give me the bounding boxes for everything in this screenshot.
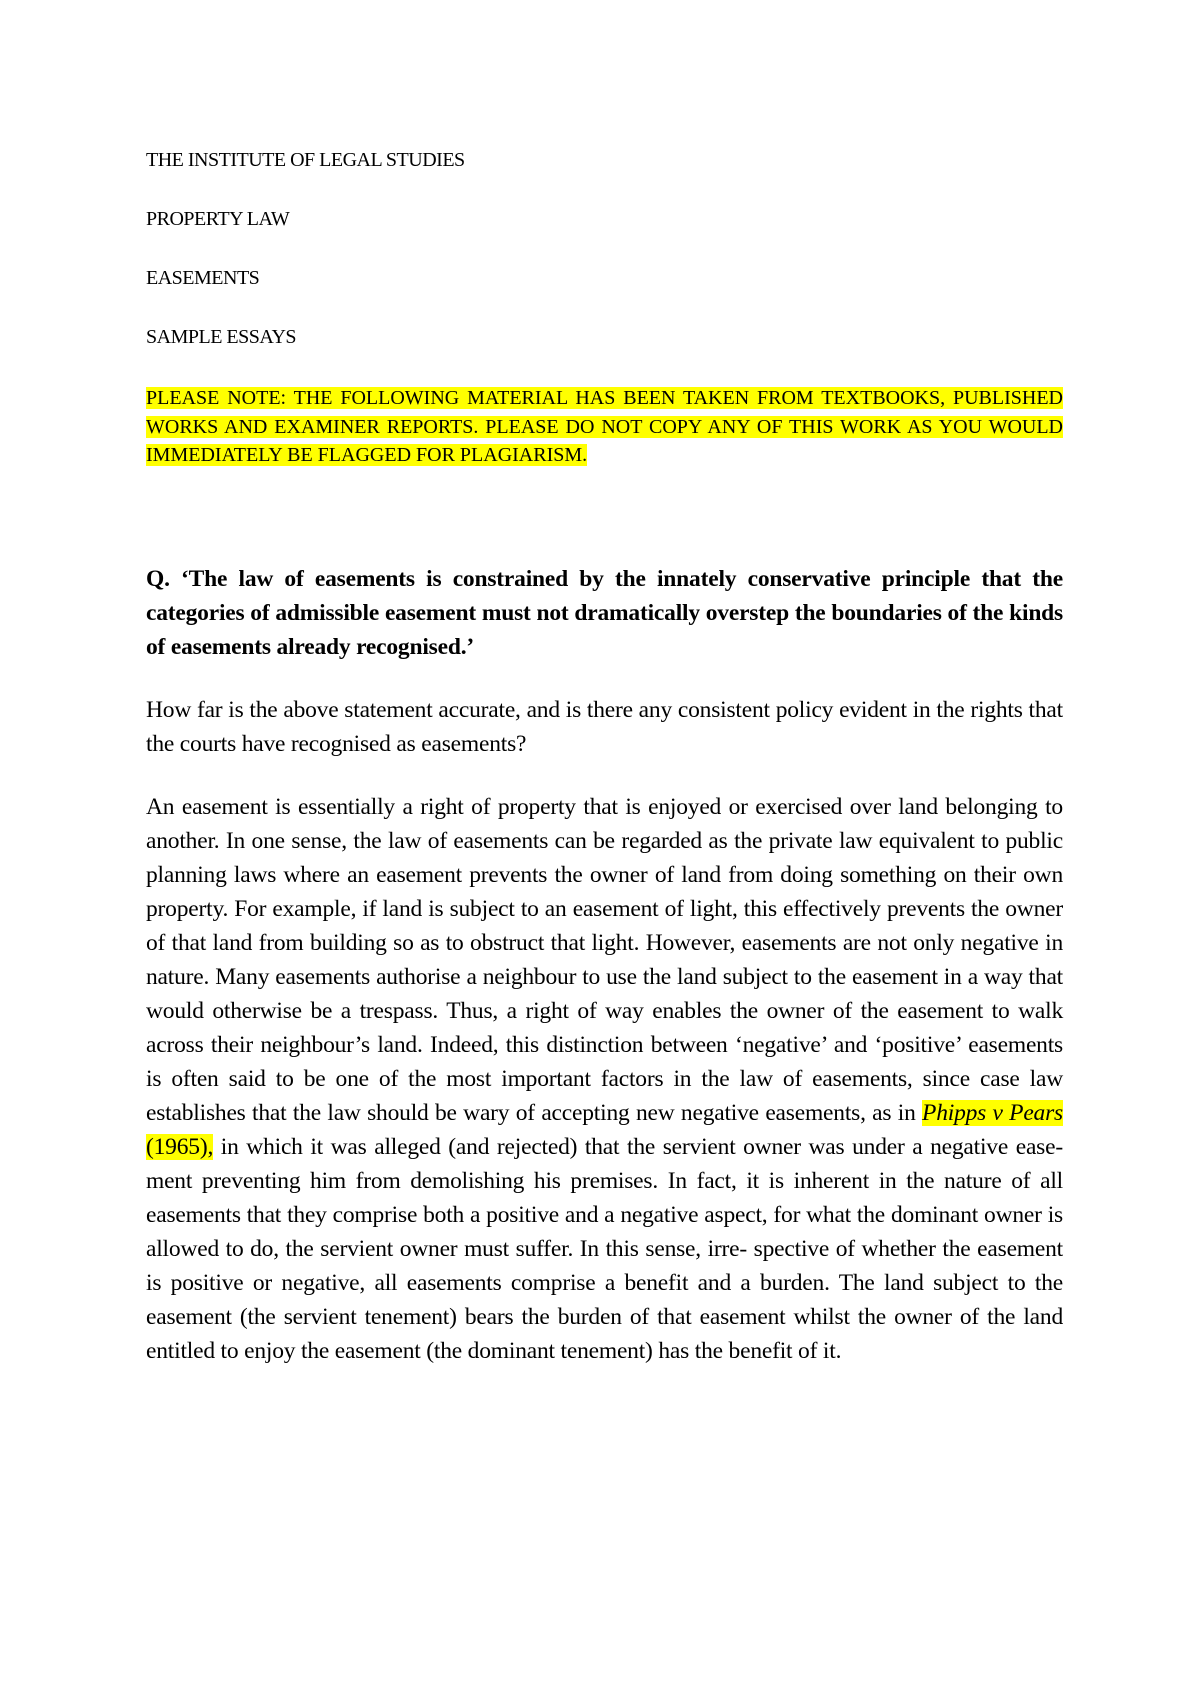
- plagiarism-notice-text: PLEASE NOTE: THE FOLLOWING MATERIAL HAS BEEN TAKEN FROM TEXTBOOKS, PUBLISHED WORKS AND EXAMINER REPORTS. PLEASE DO NOT COPY ANY OF THIS WORK AS YOU WOULD IMMEDIATELY BE FLAGGED FOR PLAGIARISM.: [146, 387, 1063, 466]
- case-name: Phipps v Pears: [922, 1100, 1063, 1126]
- essay-paragraph: [146, 790, 1063, 1368]
- question-prompt: How far is the above statement accurate, and is there any consistent policy evident in the rights that the courts have recognised as easements?: [146, 697, 1063, 757]
- document-type-heading: SAMPLE ESSAYS: [146, 326, 297, 348]
- essay-text-after-case: in which it was alleged (and rejected) that the servient owner was under a negative ease- ment preventing him from demolishing his premises. In fact, it is inherent in the nature of all easements that they comprise both a positive and a negative aspect, for what the dominant owner is allowed to do, the servient owner must suffer. In this sense, irre- spective of whether the easement is positive or negative, all easements comprise a benefit and a burden. The land subject to the easement (the servient tenement) bears the burden of that easement whilst the owner of the land entitled to enjoy the easement (the dominant tenement) has the benefit of it.: [146, 1134, 1063, 1364]
- essay-question: Q. ‘The law of easements is constrained by the innately conservative principle that the categories of admissible easement must not dramatically overstep the boundaries of the kinds of easements already recognised.’: [146, 566, 1063, 660]
- essay-text-before-case: An easement is essentially a right of property that is enjoyed or exercised over land belonging to another. In one sense, the law of easements can be regarded as the private law equivalent to public planning laws where an easement prevents the owner of land from doing something on their own property. For example, if land is subject to an easement of light, this effectively prevents the owner of that land from building so as to obstruct that light. However, easements are not only negative in nature. Many easements authorise a neighbour to use the land subject to the easement in a way that would otherwise be a trespass. Thus, a right of way enables the owner of the easement to walk across their neighbour’s land. Indeed, this distinction between ‘negative’ and ‘positive’ easements is often said to be one of the most important factors in the law of easements, since case law establishes that the law should be wary of accepting new negative easements, as in: [146, 794, 1063, 1126]
- plagiarism-notice: [146, 384, 1063, 470]
- case-year: (1965),: [146, 1134, 214, 1160]
- institute-heading: THE INSTITUTE OF LEGAL STUDIES: [146, 149, 465, 171]
- subject-heading: PROPERTY LAW: [146, 208, 290, 230]
- topic-heading: EASEMENTS: [146, 267, 260, 289]
